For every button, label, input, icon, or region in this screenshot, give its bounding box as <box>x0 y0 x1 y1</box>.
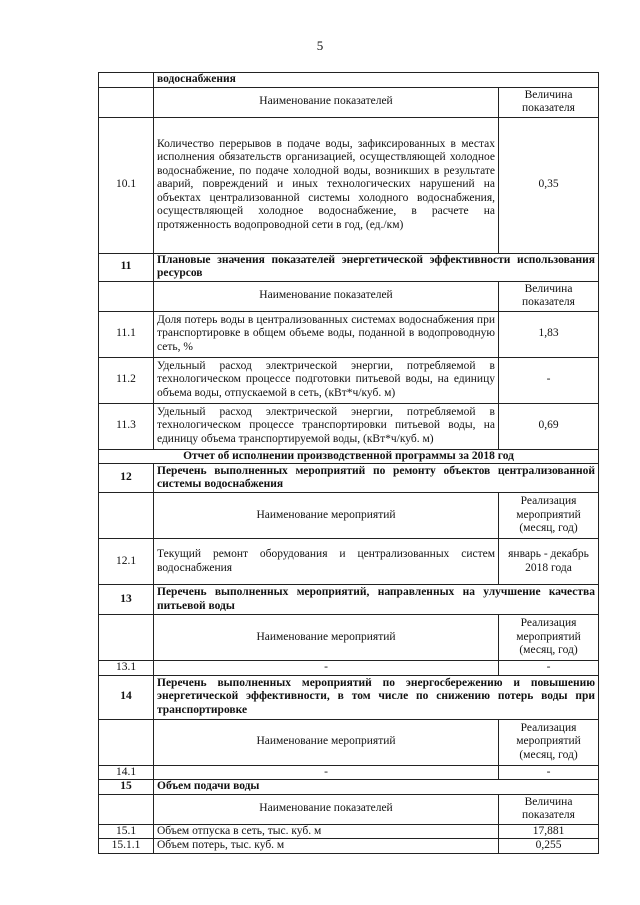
column-header-value: Величина показателя <box>499 87 599 117</box>
column-header-value: Реализация мероприятий (месяц, год) <box>499 615 599 661</box>
row-number: 11.1 <box>99 311 154 357</box>
column-header-name: Наименование мероприятий <box>154 719 499 765</box>
report-heading-row <box>99 449 599 464</box>
section-number: 11 <box>99 253 154 281</box>
row-number: 12.1 <box>99 539 154 585</box>
row-value: - <box>499 765 599 780</box>
table-header-row <box>99 719 599 765</box>
table-row <box>99 357 599 403</box>
column-header-value: Величина показателя <box>499 281 599 311</box>
table-header-row <box>99 615 599 661</box>
section-title: Объем подачи воды <box>154 780 599 795</box>
table-row <box>99 311 599 357</box>
table-row <box>99 539 599 585</box>
column-header-name: Наименование показателей <box>154 794 499 824</box>
section-number: 15 <box>99 780 154 795</box>
row-text: Доля потерь воды в централизованных системах водоснабжения при транспортировке в общем объеме воды, поданной в водопроводную сеть, % <box>154 311 499 357</box>
section-title: Перечень выполненных мероприятий по ремонту объектов централизованной системы водоснабжения <box>154 464 599 493</box>
indicators-table <box>98 72 599 854</box>
row-text: Объем отпуска в сеть, тыс. куб. м <box>154 824 499 839</box>
section-row <box>99 675 599 719</box>
row-value: 0,69 <box>499 403 599 449</box>
row-number: 11.3 <box>99 403 154 449</box>
section-number: 12 <box>99 464 154 493</box>
row-text: - <box>154 765 499 780</box>
column-header-name: Наименование мероприятий <box>154 493 499 539</box>
cell-num <box>99 719 154 765</box>
table-header-row <box>99 281 599 311</box>
row-text: Удельный расход электрической энергии, потребляемой в технологическом процессе транспортировки питьевой воды, на единицу объема транспортируемой воды, (кВт*ч/куб. м) <box>154 403 499 449</box>
section-title: водоснабжения <box>154 73 599 88</box>
row-number: 14.1 <box>99 765 154 780</box>
column-header-value: Величина показателя <box>499 794 599 824</box>
row-value: - <box>499 357 599 403</box>
table-row <box>99 765 599 780</box>
column-header-value: Реализация мероприятий (месяц, год) <box>499 493 599 539</box>
table-header-row <box>99 87 599 117</box>
table-row <box>99 661 599 676</box>
column-header-name: Наименование мероприятий <box>154 615 499 661</box>
row-value: 1,83 <box>499 311 599 357</box>
row-value: 0,35 <box>499 117 599 253</box>
table-row <box>99 73 599 88</box>
section-row <box>99 780 599 795</box>
row-number: 15.1.1 <box>99 839 154 854</box>
row-text: Объем потерь, тыс. куб. м <box>154 839 499 854</box>
section-number: 13 <box>99 585 154 615</box>
row-text: Количество перерывов в подаче воды, зафиксированных в местах исполнения обязательств организацией, осуществляющей холодное водоснабжение, по подаче холодной воды, возникших в результате аварий, повреждений и иных технологических нарушений на объектах централизованной системы холодного водоснабжения, осуществляющей холодное водоснабжение, в расчете на протяженность водопроводной сети в год, (ед./км) <box>154 117 499 253</box>
row-value: январь - декабрь 2018 года <box>499 539 599 585</box>
column-header-name: Наименование показателей <box>154 87 499 117</box>
page-number: 5 <box>316 38 324 53</box>
table-row <box>99 839 599 854</box>
section-title: Перечень выполненных мероприятий, направленных на улучшение качества питьевой воды <box>154 585 599 615</box>
table-row <box>99 403 599 449</box>
row-value: 17,881 <box>499 824 599 839</box>
row-text: Удельный расход электрической энергии, потребляемой в технологическом процессе подготовки питьевой воды, на единицу объема воды, отпускаемой в сеть, (кВт*ч/куб. м) <box>154 357 499 403</box>
cell-num <box>99 615 154 661</box>
row-text: - <box>154 661 499 676</box>
table-row <box>99 117 599 253</box>
cell-num <box>99 73 154 88</box>
column-header-value: Реализация мероприятий (месяц, год) <box>499 719 599 765</box>
section-title: Плановые значения показателей энергетической эффективности использования ресурсов <box>154 253 599 281</box>
section-row <box>99 253 599 281</box>
table-row <box>99 824 599 839</box>
row-value: - <box>499 661 599 676</box>
report-heading: Отчет об исполнении производственной программы за 2018 год <box>99 449 599 464</box>
cell-num <box>99 87 154 117</box>
row-number: 11.2 <box>99 357 154 403</box>
table-header-row <box>99 794 599 824</box>
cell-num <box>99 493 154 539</box>
row-text: Текущий ремонт оборудования и централизованных систем водоснабжения <box>154 539 499 585</box>
column-header-name: Наименование показателей <box>154 281 499 311</box>
row-number: 13.1 <box>99 661 154 676</box>
section-row <box>99 464 599 493</box>
row-number: 10.1 <box>99 117 154 253</box>
section-row <box>99 585 599 615</box>
cell-num <box>99 281 154 311</box>
row-value: 0,255 <box>499 839 599 854</box>
row-number: 15.1 <box>99 824 154 839</box>
cell-num <box>99 794 154 824</box>
section-number: 14 <box>99 675 154 719</box>
section-title: Перечень выполненных мероприятий по энергосбережению и повышению энергетической эффективности, в том числе по снижению потерь воды при транспортировке <box>154 675 599 719</box>
table-header-row <box>99 493 599 539</box>
